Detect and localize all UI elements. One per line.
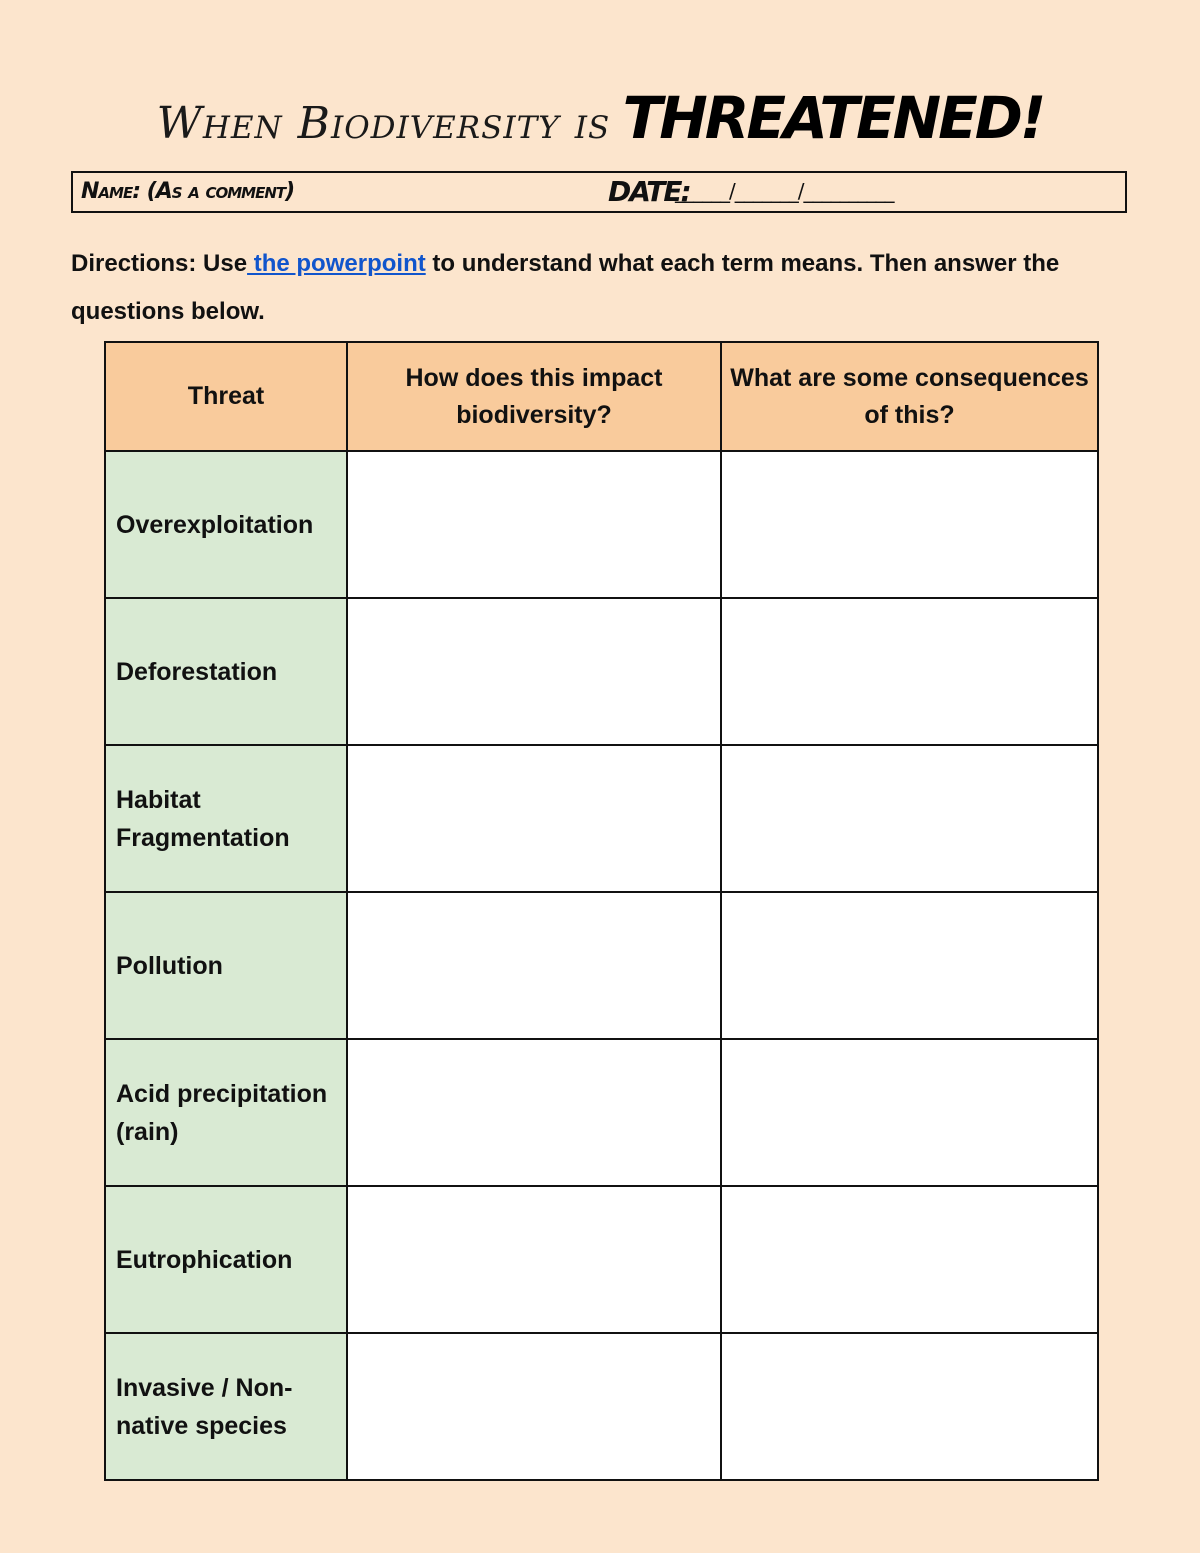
table-row: [105, 1333, 1098, 1480]
threat-cell: Pollution: [105, 892, 347, 1039]
threat-cell: Deforestation: [105, 598, 347, 745]
threat-cell: Acid precipitation (rain): [105, 1039, 347, 1186]
impact-answer-cell[interactable]: [347, 892, 721, 1039]
header-impact: How does this impact biodiversity?: [347, 342, 721, 451]
name-date-box: [71, 171, 1127, 213]
impact-answer-cell[interactable]: [347, 1186, 721, 1333]
threats-table: [104, 341, 1099, 1481]
date-blanks: ______/_______/__________: [675, 179, 894, 203]
header-threat: Threat: [105, 342, 347, 451]
name-label: Name: (As a comment): [81, 179, 295, 204]
impact-answer-cell[interactable]: [347, 1333, 721, 1480]
threat-cell: Invasive / Non-native species: [105, 1333, 347, 1480]
threat-cell: Habitat Fragmentation: [105, 745, 347, 892]
title-part-1: When Biodiversity is: [156, 98, 611, 149]
table-row: [105, 745, 1098, 892]
directions-prefix: Directions: Use: [71, 250, 248, 277]
table-row: [105, 1186, 1098, 1333]
directions-suffix: to understand what each term means. Then answer the questions below.: [71, 250, 1060, 325]
directions-text: [71, 240, 1131, 336]
table-row: [105, 1039, 1098, 1186]
consequence-answer-cell[interactable]: [721, 892, 1098, 1039]
header-consequences: What are some consequences of this?: [721, 342, 1098, 451]
consequence-answer-cell[interactable]: [721, 451, 1098, 598]
title-part-2: THREATENED!: [622, 84, 1044, 152]
table-row: [105, 892, 1098, 1039]
threat-cell: Eutrophication: [105, 1186, 347, 1333]
impact-answer-cell[interactable]: [347, 451, 721, 598]
impact-answer-cell[interactable]: [347, 1039, 721, 1186]
table-header-row: [105, 342, 1098, 451]
consequence-answer-cell[interactable]: [721, 1039, 1098, 1186]
consequence-answer-cell[interactable]: [721, 1333, 1098, 1480]
impact-answer-cell[interactable]: [347, 598, 721, 745]
table-row: [105, 598, 1098, 745]
consequence-answer-cell[interactable]: [721, 745, 1098, 892]
impact-answer-cell[interactable]: [347, 745, 721, 892]
threat-cell: Overexploitation: [105, 451, 347, 598]
date-label: DATE:: [608, 175, 690, 208]
consequence-answer-cell[interactable]: [721, 1186, 1098, 1333]
worksheet-title: [0, 84, 1200, 152]
consequence-answer-cell[interactable]: [721, 598, 1098, 745]
powerpoint-link[interactable]: the powerpoint: [247, 250, 426, 277]
table-row: [105, 451, 1098, 598]
